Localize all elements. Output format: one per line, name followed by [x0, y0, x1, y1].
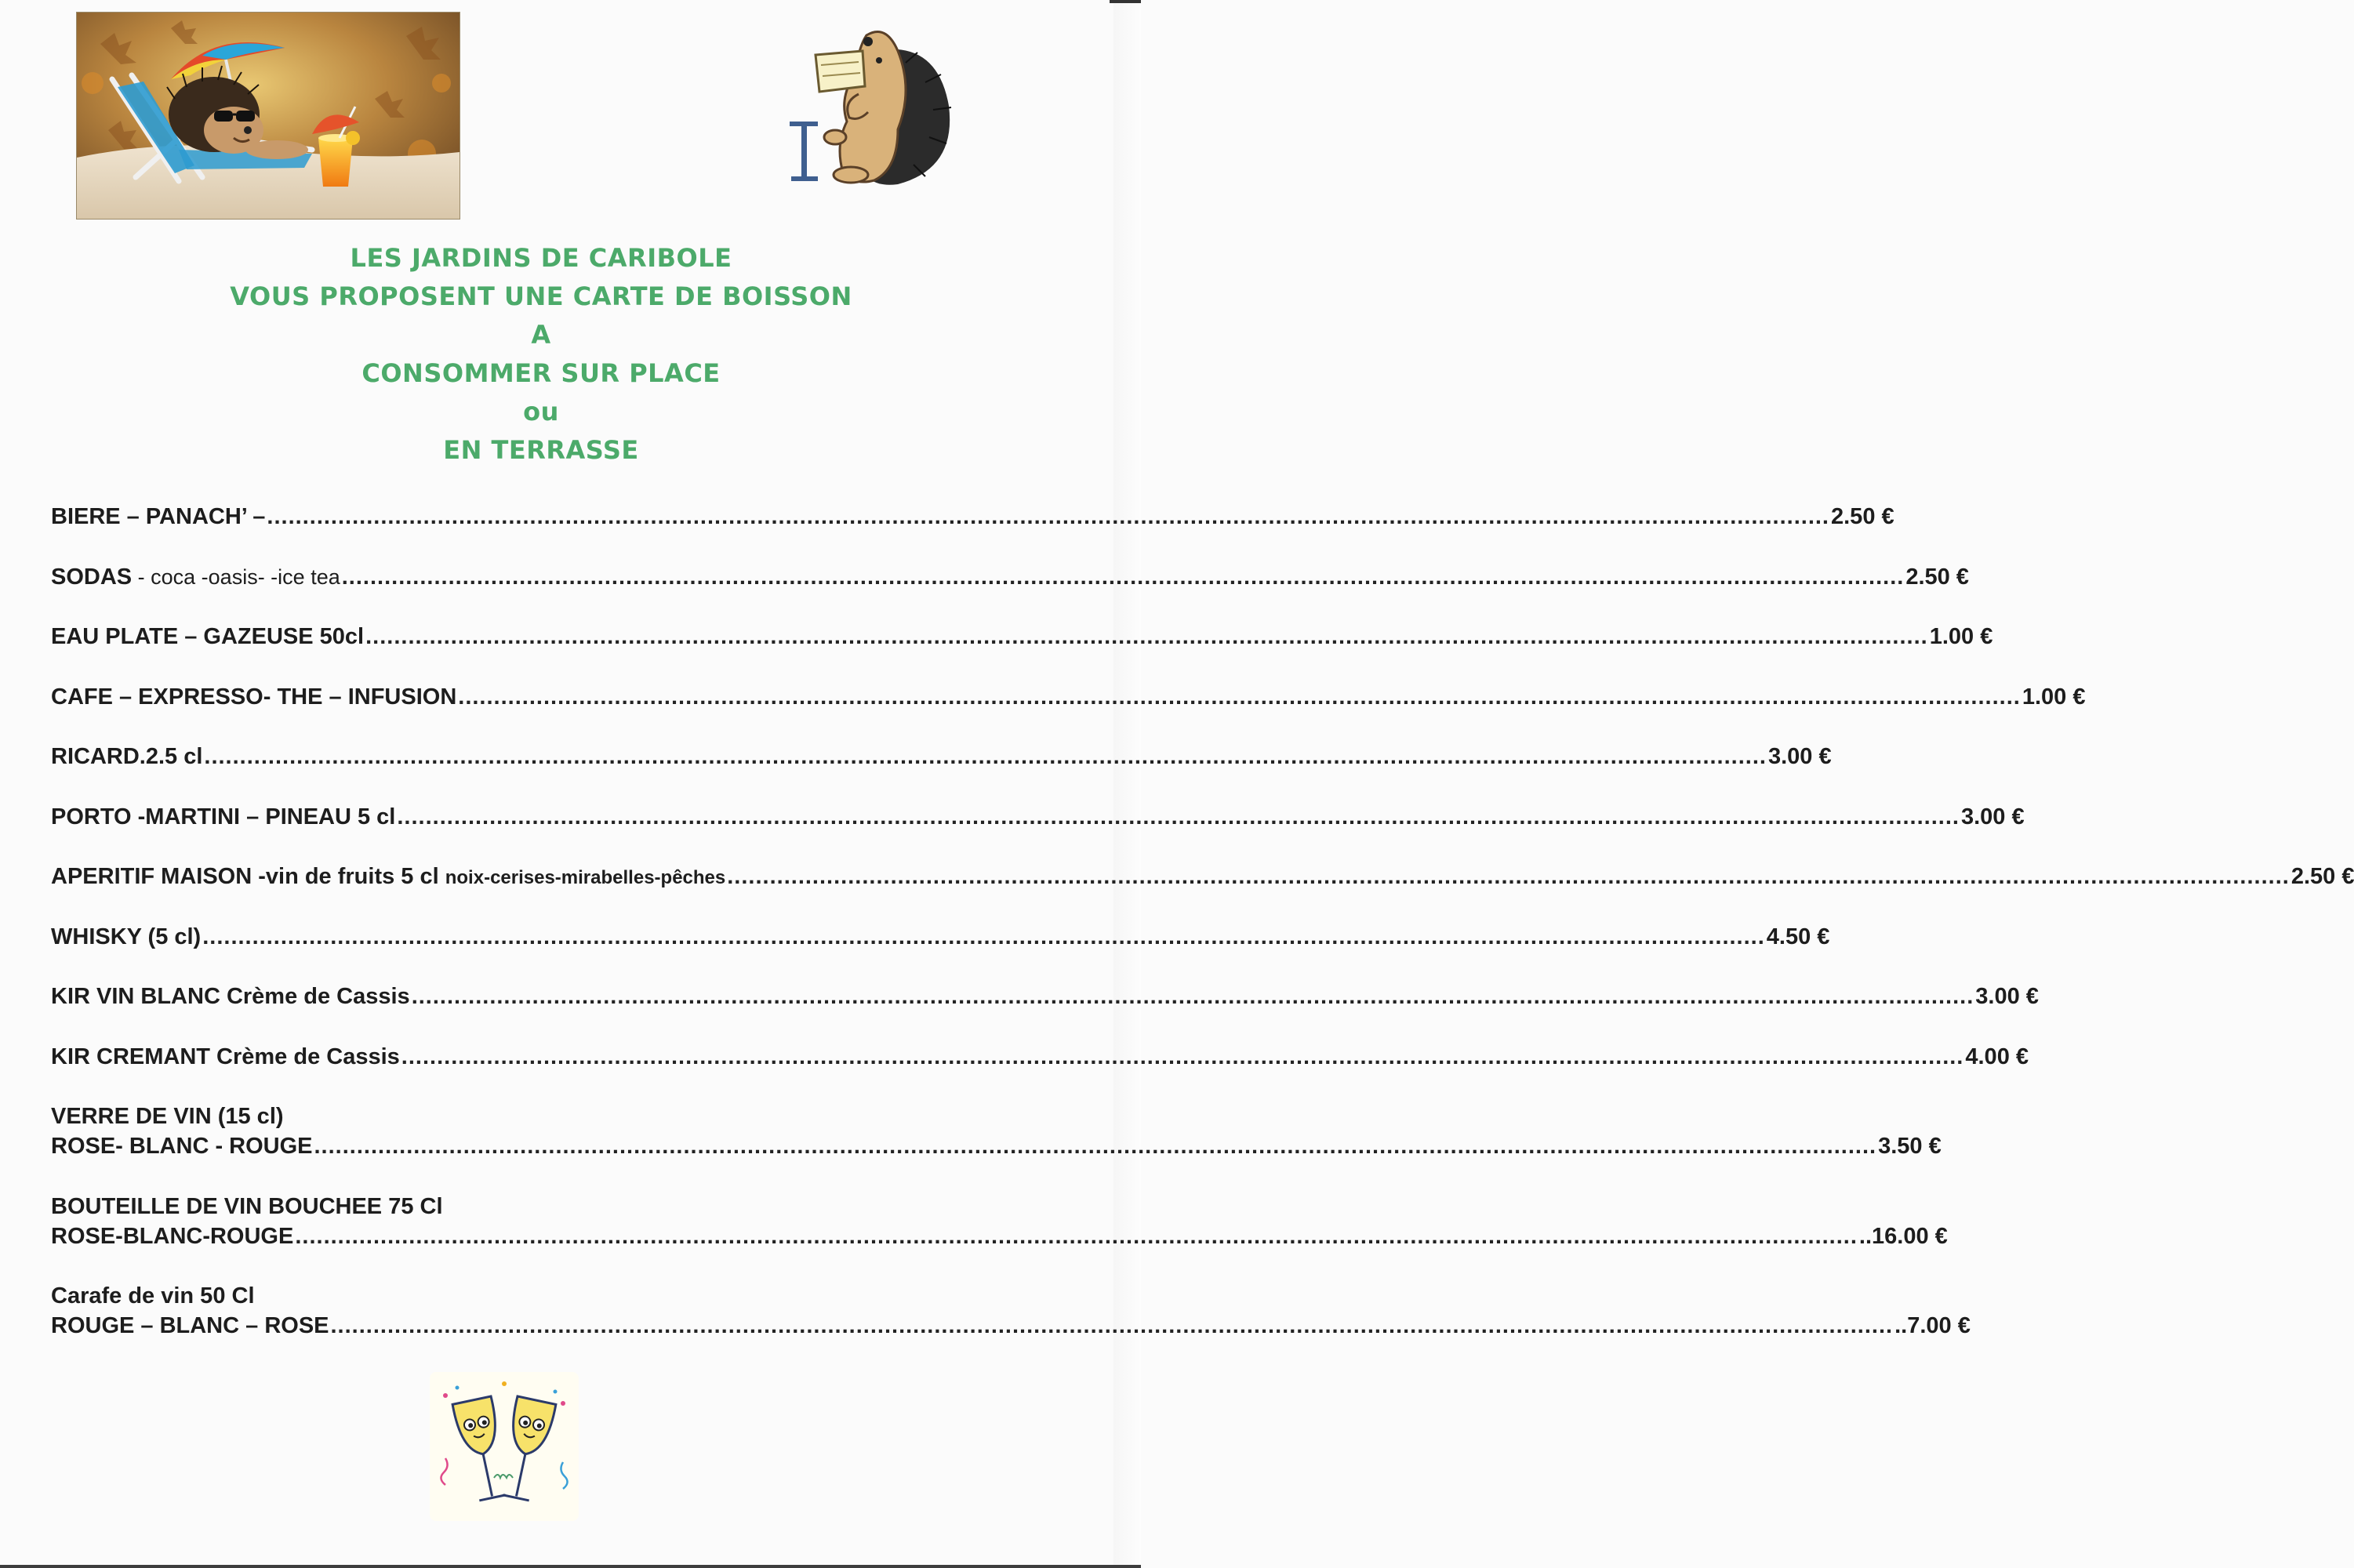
item-name: RICARD.2.5 cl	[51, 744, 203, 769]
cheers-glasses-icon	[430, 1372, 579, 1521]
item-name: EAU PLATE – GAZEUSE 50cl	[51, 624, 365, 649]
menu-title-block	[0, 239, 1082, 470]
item-name: PORTO -MARTINI – PINEAU 5 cl	[51, 804, 396, 829]
dot-leader: ............................................................................................................................................................................................................................	[411, 984, 1974, 1009]
dot-leader: ............................................................................................................................................................................................................................	[330, 1313, 1894, 1338]
menu-item	[51, 682, 2086, 712]
item-price: 2.50 €	[2290, 864, 2354, 889]
item-detail: - coca -oasis- -ice tea	[132, 565, 340, 589]
menu-item	[51, 1192, 1948, 1251]
title-line: VOUS PROPOSENT UNE CARTE DE BOISSON	[230, 281, 852, 311]
dot-leader: ............................................................................................................................................................................................................................	[341, 564, 1905, 590]
menu-item	[51, 862, 2354, 891]
item-name: ROSE-BLANC-ROUGE	[51, 1224, 294, 1249]
item-name: APERITIF MAISON -vin de fruits 5 cl	[51, 864, 445, 889]
menu-item	[51, 802, 2025, 832]
item-header: Carafe de vin 50 Cl	[51, 1283, 255, 1308]
item-price: 4.50 €	[1766, 924, 1830, 949]
dot-leader: ............................................................................................................................................................................................................................	[365, 624, 1928, 649]
scan-border-top	[1110, 0, 1141, 3]
menu-item	[51, 502, 1894, 532]
dot-leader: ............................................................................................................................................................................................................................	[458, 684, 2021, 710]
item-name: KIR CREMANT Crème de Cassis	[51, 1044, 400, 1069]
hedgehog-drinking-icon	[780, 20, 961, 196]
menu-item	[51, 1102, 1942, 1161]
title-line: CONSOMMER SUR PLACE	[361, 358, 721, 388]
item-price: 3.00 €	[1960, 804, 2025, 829]
item-price: 3.00 €	[1975, 984, 2039, 1009]
title-line: EN TERRASSE	[443, 435, 639, 465]
item-price: ..16.00 €	[1858, 1224, 1948, 1249]
title-line: ou	[523, 397, 559, 426]
item-header: VERRE DE VIN (15 cl)	[51, 1104, 284, 1129]
item-name: ROUGE – BLANC – ROSE	[51, 1313, 329, 1338]
item-name: BIERE – PANACH’ –	[51, 504, 266, 529]
item-price: ..7.00 €	[1894, 1313, 1971, 1338]
item-extra: noix-cerises-mirabelles-pêches	[445, 867, 726, 888]
item-price: 3.00 €	[1767, 744, 1832, 769]
title-line: A	[531, 320, 551, 350]
menu-item	[51, 622, 1993, 652]
menu-item	[51, 1281, 1971, 1341]
menu-item	[51, 982, 2039, 1011]
dot-leader: ............................................................................................................................................................................................................................	[295, 1224, 1858, 1249]
item-price: 4.00 €	[1965, 1044, 2029, 1069]
item-price: 3.50 €	[1878, 1134, 1942, 1159]
item-name: KIR VIN BLANC Crème de Cassis	[51, 984, 410, 1009]
item-price: 2.50 €	[1905, 564, 1969, 590]
item-price: 1.00 €	[2022, 684, 2086, 710]
menu-item	[51, 562, 1969, 592]
item-price: 2.50 €	[1831, 504, 1894, 529]
scan-border-bottom	[0, 1565, 1141, 1568]
hedgehog-beach-photo	[76, 12, 460, 220]
dot-leader: ............................................................................................................................................................................................................................	[204, 744, 1767, 769]
item-name: ROSE- BLANC - ROUGE	[51, 1134, 313, 1159]
item-price: 1.00 €	[1929, 624, 1993, 649]
item-name: SODAS	[51, 564, 133, 590]
dot-leader: ............................................................................................................................................................................................................................	[397, 804, 1960, 829]
menu-item	[51, 1042, 2029, 1072]
title-line: LES JARDINS DE CARIBOLE	[350, 243, 732, 273]
dot-leader: ............................................................................................................................................................................................................................	[727, 864, 2290, 889]
dot-leader: ............................................................................................................................................................................................................................	[202, 924, 1765, 949]
dot-leader: ............................................................................................................................................................................................................................	[401, 1044, 1964, 1069]
dot-leader: ............................................................................................................................................................................................................................	[267, 504, 1829, 529]
menu-item	[51, 742, 1832, 771]
item-name: CAFE – EXPRESSO- THE – INFUSION	[51, 684, 457, 710]
dot-leader: ............................................................................................................................................................................................................................	[314, 1134, 1877, 1159]
menu-item	[51, 922, 1830, 952]
item-header: BOUTEILLE DE VIN BOUCHEE 75 Cl	[51, 1194, 443, 1219]
item-name: WHISKY (5 cl)	[51, 924, 202, 949]
